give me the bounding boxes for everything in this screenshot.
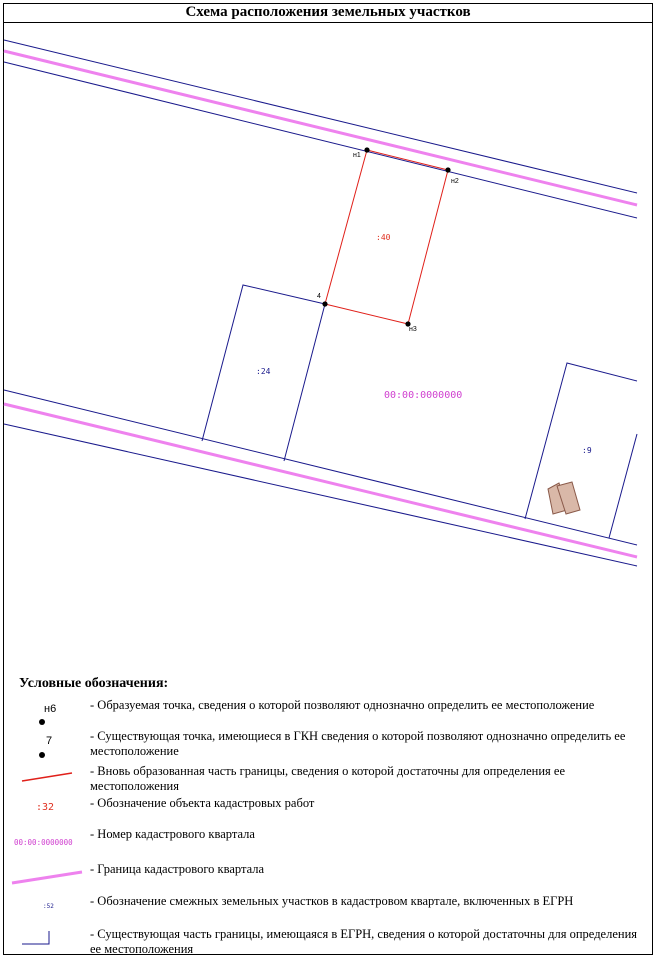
road-upper-boundary-top bbox=[4, 40, 637, 193]
point-label-4: 4 bbox=[317, 293, 321, 300]
quarter-boundary-lower bbox=[4, 404, 637, 557]
point-4 bbox=[322, 301, 327, 306]
point-label-n2: н2 bbox=[451, 178, 459, 185]
legend-quarter-number-symbol: 00:00:0000000 bbox=[14, 838, 73, 847]
legend-existing-point-label: 7 bbox=[46, 735, 53, 747]
legend-title: Условные обозначения: bbox=[19, 676, 169, 691]
quarter-boundary-upper bbox=[4, 51, 637, 205]
point-label-n1: н1 bbox=[353, 152, 361, 159]
legend-text-existing-boundary: - Существующая часть границы, имеющаяся в ЕГРН, сведения о которой достаточны для определения ее местоположения bbox=[90, 927, 638, 956]
legend-quarter-boundary-icon bbox=[10, 868, 86, 893]
parcel-label-24: :24 bbox=[256, 367, 271, 376]
page-title: Схема расположения земельных участков bbox=[3, 3, 653, 23]
point-n1 bbox=[364, 147, 369, 152]
legend-object-label-symbol: :32 bbox=[36, 802, 55, 813]
legend-text-object: - Обозначение объекта кадастровых работ bbox=[90, 796, 315, 810]
legend-existing-boundary-icon bbox=[19, 928, 53, 953]
legend-new-boundary-icon bbox=[20, 770, 76, 789]
road-lower-boundary-bottom bbox=[4, 424, 637, 566]
point-n2 bbox=[445, 167, 450, 172]
legend-text-quarter-boundary: - Граница кадастрового квартала bbox=[90, 862, 265, 876]
legend-text-new-point: - Образуемая точка, сведения о которой позволяют однозначно определить ее местоположение bbox=[90, 698, 595, 712]
quarter-number-label: 00:00:0000000 bbox=[384, 390, 463, 401]
legend-text-new-boundary: - Вновь образованная часть границы, сведения о которой достаточны для определения ее местоположения bbox=[90, 764, 566, 793]
parcel-9-boundary-right bbox=[609, 434, 637, 538]
legend-text-existing-point: - Существующая точка, имеющиеся в ГКН сведения о которой позволяют однозначно определить ее местоположение bbox=[90, 729, 626, 758]
legend-existing-point-icon bbox=[38, 746, 46, 764]
road-lower-boundary-top bbox=[4, 390, 637, 545]
point-label-n3: н3 bbox=[409, 326, 417, 333]
parcel-label-9: :9 bbox=[582, 446, 592, 455]
legend-new-point-icon bbox=[38, 713, 46, 731]
legend-parcel-label-symbol: :52 bbox=[43, 903, 54, 910]
road-upper-boundary-bottom bbox=[4, 62, 637, 218]
object-label: :40 bbox=[376, 233, 391, 242]
legend-new-point-label: н6 bbox=[44, 703, 57, 715]
legend-text-quarter-number: - Номер кадастрового квартала bbox=[90, 827, 255, 841]
legend-text-adjacent-parcels: - Обозначение смежных земельных участков в кадастровом квартале, включенных в ЕГРН bbox=[90, 894, 574, 908]
